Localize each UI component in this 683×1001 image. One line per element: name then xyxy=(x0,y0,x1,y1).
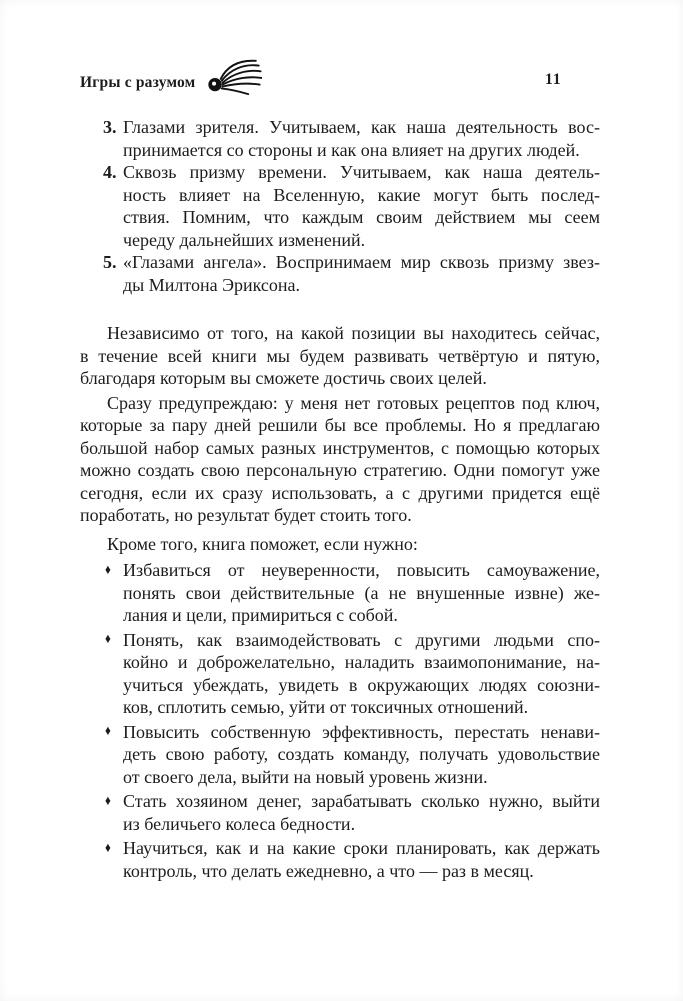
bullet-item xyxy=(80,790,600,835)
text-line: Повысить собственную эффективность, перестать ненави- xyxy=(123,721,600,742)
diamond-bullet-icon: ♦ xyxy=(105,840,111,856)
text-line: из беличьего колеса бедности. xyxy=(123,813,356,834)
numbered-item xyxy=(80,116,600,161)
item-text xyxy=(123,251,600,296)
diamond-bullet-icon: ♦ xyxy=(105,793,111,809)
item-number: 4. xyxy=(103,162,117,182)
text-line: можно создать свою персональную стратегию. Одни помогут уже xyxy=(80,460,600,480)
item-text xyxy=(123,116,600,161)
bullet-item xyxy=(80,721,600,789)
text-line: поработать, но результат будет стоить того. xyxy=(80,505,412,525)
text-line: Сразу предупреждаю: у меня нет готовых рецептов под ключ, xyxy=(107,392,600,413)
text-line: благодаря которым вы сможете достичь своих целей. xyxy=(80,368,487,388)
text-line: Кроме того, книга поможет, если нужно: xyxy=(107,533,418,554)
paragraph xyxy=(80,392,600,527)
bullet-text xyxy=(123,837,600,882)
item-number: 3. xyxy=(103,117,117,137)
text-line: ков, сплотить семью, уйти от токсичных отношений. xyxy=(123,697,529,717)
paragraph xyxy=(80,533,600,556)
bullet-text xyxy=(123,790,600,835)
text-line: Избавиться от неуверенности, повысить самоуважение, xyxy=(123,560,600,580)
text-line: Стать хозяином денег, зарабатывать сколько нужно, выйти xyxy=(123,791,600,811)
item-number: 5. xyxy=(103,252,117,272)
diamond-bullet-icon: ♦ xyxy=(105,562,111,578)
text-line: сегодня, если их сразу использовать, а с другими придется ещё xyxy=(80,482,600,503)
text-line: череду дальнейших изменений. xyxy=(123,229,366,250)
text-line: койно и доброжелательно, наладить взаимопонимание, на- xyxy=(123,652,600,672)
numbered-item xyxy=(80,251,600,296)
text-line: ность влияет на Вселенную, какие могут быть послед- xyxy=(123,184,600,205)
text-line: большой набор самых разных инструментов, с помощью которых xyxy=(80,437,600,458)
comet-icon xyxy=(206,58,262,96)
text-line: Глазами зрителя. Учитываем, как наша деятельность вос- xyxy=(123,117,600,137)
bullet-item xyxy=(80,559,600,627)
diamond-bullet-icon: ♦ xyxy=(105,632,111,647)
running-title: Игры с разумом xyxy=(80,74,196,91)
item-text xyxy=(123,161,600,251)
text-line: в течение всей книги мы будем развивать четвёртую и пятую, xyxy=(80,345,600,366)
text-line: ствия. Помним, что каждым своим действием мы сеем xyxy=(123,207,600,227)
paragraph xyxy=(80,322,600,390)
numbered-item xyxy=(80,161,600,251)
text-line: деть свою работу, создать команду, получать удовольствие xyxy=(123,744,600,764)
text-line: Понять, как взаимодействовать с другими людьми спо- xyxy=(123,629,600,650)
diamond-bullet-icon: ♦ xyxy=(105,724,111,739)
text-line: понять свои действительные (а не внушенные извне) же- xyxy=(123,582,600,603)
text-line: Независимо от того, на какой позиции вы находитесь сейчас, xyxy=(107,323,600,343)
bullet-list xyxy=(80,559,600,882)
bullet-text xyxy=(123,721,600,789)
text-line: учиться убеждать, увидеть в окружающих людях союзни- xyxy=(123,674,600,695)
text-line: Сквозь призму времени. Учитываем, как наша деятель- xyxy=(123,162,600,182)
page-header xyxy=(80,70,600,96)
text-line: от своего дела, выйти на новый уровень жизни. xyxy=(123,766,488,787)
text-line: Научиться, как и на какие сроки планировать, как держать xyxy=(123,838,600,858)
text-line: лания и цели, примириться с собой. xyxy=(123,605,398,625)
text-line: контроль, что делать ежедневно, а что — раз в месяц. xyxy=(123,860,534,881)
bullet-item xyxy=(80,629,600,719)
page-content xyxy=(80,116,600,882)
numbered-list xyxy=(80,116,600,296)
bullet-text xyxy=(123,559,600,627)
text-line: «Глазами ангела». Воспринимаем мир сквозь призму звез- xyxy=(123,252,600,272)
text-line: которые за пару дней решили бы все проблемы. Но я предлагаю xyxy=(80,415,600,435)
bullet-text xyxy=(123,629,600,719)
page-number: 11 xyxy=(545,71,562,88)
text-line: ды Милтона Эриксона. xyxy=(123,274,301,295)
text-line: принимается со стороны и как она влияет на других людей. xyxy=(123,139,580,160)
bullet-item xyxy=(80,837,600,882)
